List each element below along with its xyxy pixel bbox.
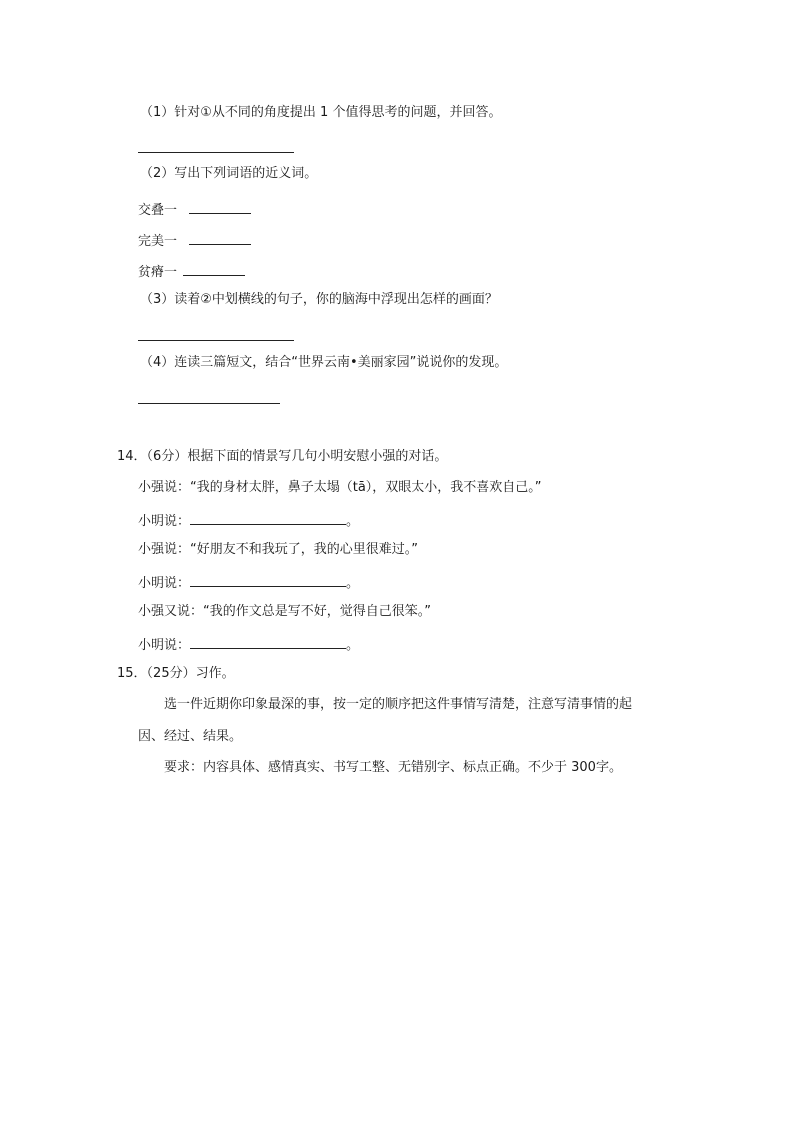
q15-requirements: 要求：内容具体、感情真实、书写工整、无错别字、标点正确。不少于 300字。	[164, 760, 622, 775]
word-label-1: 交叠一	[138, 203, 178, 218]
synonym-blank-1[interactable]	[189, 200, 251, 214]
reply-row-1	[138, 511, 359, 530]
answer-blank-4[interactable]	[138, 403, 280, 404]
q15-title: 15．（25分）习作。	[117, 666, 235, 681]
q14-line2: 小强说：“好朋友不和我玩了，我的心里很难过。”	[138, 542, 418, 557]
reply-blank-1[interactable]	[190, 511, 346, 525]
synonym-blank-2[interactable]	[189, 231, 251, 245]
synonym-row-1	[138, 200, 251, 219]
answer-blank-1[interactable]	[138, 152, 294, 153]
q15-para1a: 选一件近期你印象最深的事，按一定的顺序把这件事情写清楚，注意写清事情的起	[164, 697, 633, 712]
word-label-2: 完美一	[138, 234, 178, 249]
q13-sub4: （4）连读三篇短文，结合“世界云南•美丽家园”说说你的发现。	[140, 355, 508, 370]
q15-para1b: 因、经过、结果。	[138, 729, 243, 744]
reply-label-1: 小明说：	[138, 514, 191, 529]
synonym-blank-3[interactable]	[183, 262, 245, 276]
reply-row-2	[138, 573, 359, 592]
reply-end-3: 。	[346, 638, 360, 653]
word-label-3: 贫瘠一	[138, 265, 178, 280]
q13-sub2: （2）写出下列词语的近义词。	[140, 166, 318, 181]
reply-end-2: 。	[346, 576, 360, 591]
reply-blank-2[interactable]	[190, 573, 346, 587]
synonym-row-3	[138, 262, 245, 281]
answer-blank-3[interactable]	[138, 340, 294, 341]
q14-line3: 小强又说：“我的作文总是写不好，觉得自己很笨。”	[138, 604, 431, 619]
reply-blank-3[interactable]	[190, 635, 346, 649]
reply-label-2: 小明说：	[138, 576, 191, 591]
reply-label-3: 小明说：	[138, 638, 191, 653]
q13-sub1: （1）针对①从不同的角度提出 1 个值得思考的问题，并回答。	[140, 105, 502, 120]
q14-title: 14．（6分）根据下面的情景写几句小明安慰小强的对话。	[117, 449, 448, 464]
reply-end-1: 。	[346, 514, 360, 529]
q13-sub3: （3）读着②中划横线的句子，你的脑海中浮现出怎样的画面？	[140, 292, 498, 307]
q14-line1: 小强说：“我的身材太胖，鼻子太塌（tā），双眼太小，我不喜欢自己。”	[138, 480, 542, 495]
synonym-row-2	[138, 231, 251, 250]
reply-row-3	[138, 635, 359, 654]
